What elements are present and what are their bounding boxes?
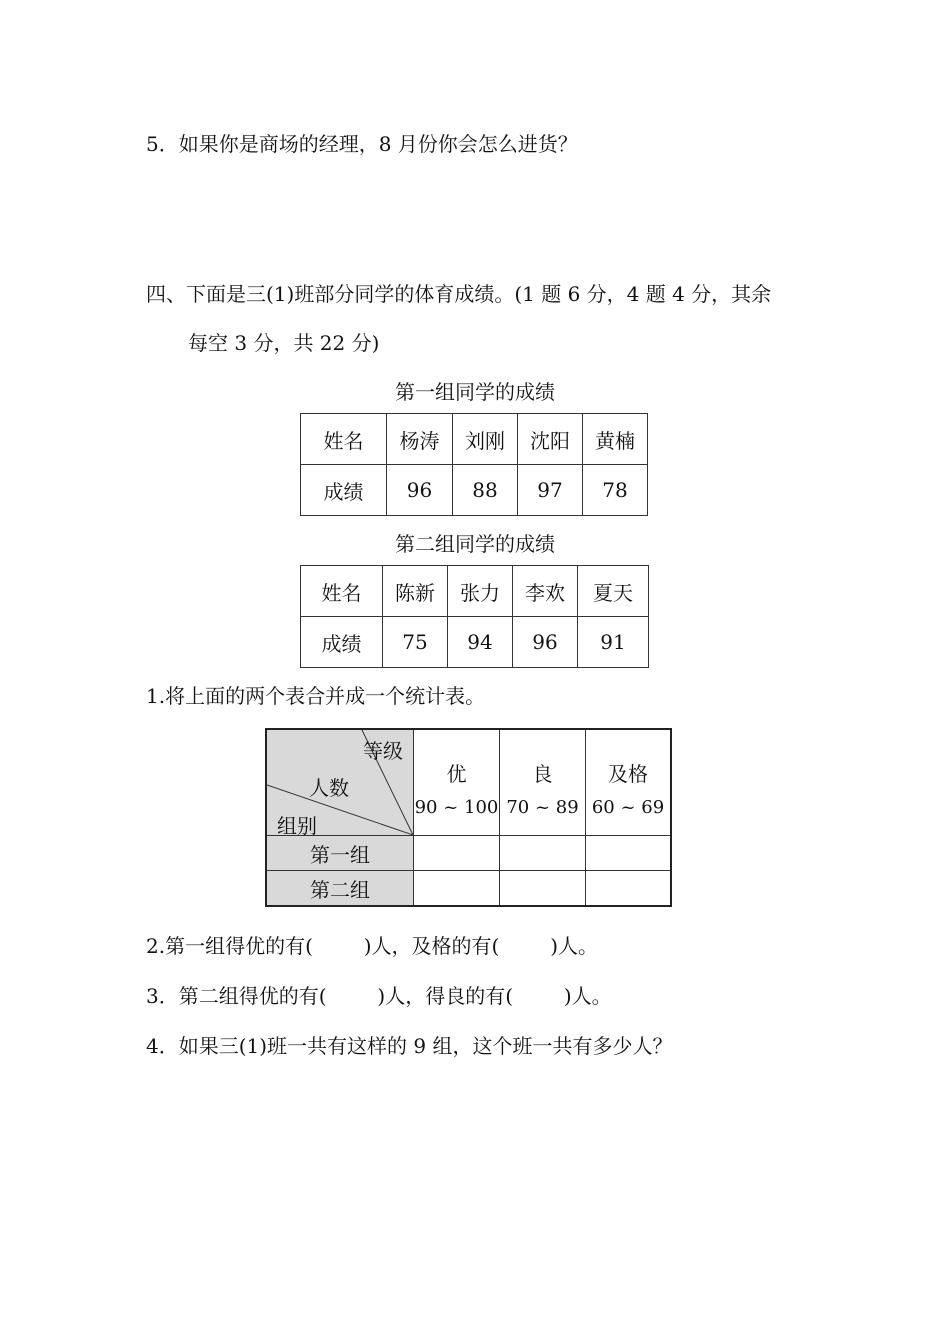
blank-answer-cell[interactable] bbox=[414, 836, 500, 871]
question-3: 3．第二组得优的有( )人，得良的有( )人。 bbox=[146, 984, 612, 1008]
student-name: 李欢 bbox=[513, 566, 578, 617]
student-score: 94 bbox=[448, 617, 513, 668]
student-name: 刘刚 bbox=[453, 414, 518, 465]
student-name: 沈阳 bbox=[518, 414, 583, 465]
group2-score-table bbox=[300, 565, 649, 668]
blank-answer-cell[interactable] bbox=[586, 871, 672, 907]
question-1: 1.将上面的两个表合并成一个统计表。 bbox=[146, 684, 486, 708]
table-header-cell: 成绩 bbox=[301, 465, 387, 516]
student-score: 75 bbox=[383, 617, 448, 668]
corner-group-label: 组别 bbox=[277, 814, 317, 838]
question-5: 5．如果你是商场的经理，8 月份你会怎么进货？ bbox=[146, 132, 578, 156]
student-score: 96 bbox=[513, 617, 578, 668]
table-row bbox=[301, 617, 649, 668]
table-header-cell: 姓名 bbox=[301, 414, 387, 465]
student-score: 97 bbox=[518, 465, 583, 516]
group1-score-table bbox=[300, 413, 648, 516]
group-row-label: 第一组 bbox=[266, 836, 414, 871]
table-row bbox=[266, 871, 671, 907]
student-name: 杨涛 bbox=[387, 414, 453, 465]
question-2: 2.第一组得优的有( )人，及格的有( )人。 bbox=[146, 934, 599, 958]
table-row bbox=[266, 836, 671, 871]
statistics-table bbox=[265, 728, 672, 907]
section-4-heading-line1: 四、下面是三(1)班部分同学的体育成绩。(1 题 6 分，4 题 4 分，其余 bbox=[146, 282, 772, 306]
grade-column-header: 及格 60 ~ 69 bbox=[586, 729, 672, 836]
table-row bbox=[301, 414, 648, 465]
table-header-cell: 成绩 bbox=[301, 617, 383, 668]
student-name: 张力 bbox=[448, 566, 513, 617]
blank-answer-cell[interactable] bbox=[500, 836, 586, 871]
question-4: 4．如果三(1)班一共有这样的 9 组，这个班一共有多少人？ bbox=[146, 1034, 673, 1058]
grade-column-header: 优 90 ~ 100 bbox=[414, 729, 500, 836]
student-name: 黄楠 bbox=[583, 414, 648, 465]
group-row-label: 第二组 bbox=[266, 871, 414, 907]
corner-count-label: 人数 bbox=[309, 776, 349, 800]
blank-answer-cell[interactable] bbox=[414, 871, 500, 907]
student-score: 96 bbox=[387, 465, 453, 516]
student-score: 91 bbox=[578, 617, 649, 668]
table-row bbox=[301, 566, 649, 617]
table-row bbox=[301, 465, 648, 516]
corner-grade-label: 等级 bbox=[363, 739, 403, 763]
blank-answer-cell[interactable] bbox=[500, 871, 586, 907]
section-4-heading-line2: 每空 3 分，共 22 分) bbox=[188, 331, 380, 355]
student-name: 陈新 bbox=[383, 566, 448, 617]
diagonal-header-cell bbox=[266, 729, 414, 836]
group1-caption: 第一组同学的成绩 bbox=[395, 380, 555, 404]
blank-answer-cell[interactable] bbox=[586, 836, 672, 871]
student-name: 夏天 bbox=[578, 566, 649, 617]
grade-column-header: 良 70 ~ 89 bbox=[500, 729, 586, 836]
table-row bbox=[266, 729, 671, 836]
student-score: 88 bbox=[453, 465, 518, 516]
table-header-cell: 姓名 bbox=[301, 566, 383, 617]
group2-caption: 第二组同学的成绩 bbox=[395, 532, 555, 556]
student-score: 78 bbox=[583, 465, 648, 516]
